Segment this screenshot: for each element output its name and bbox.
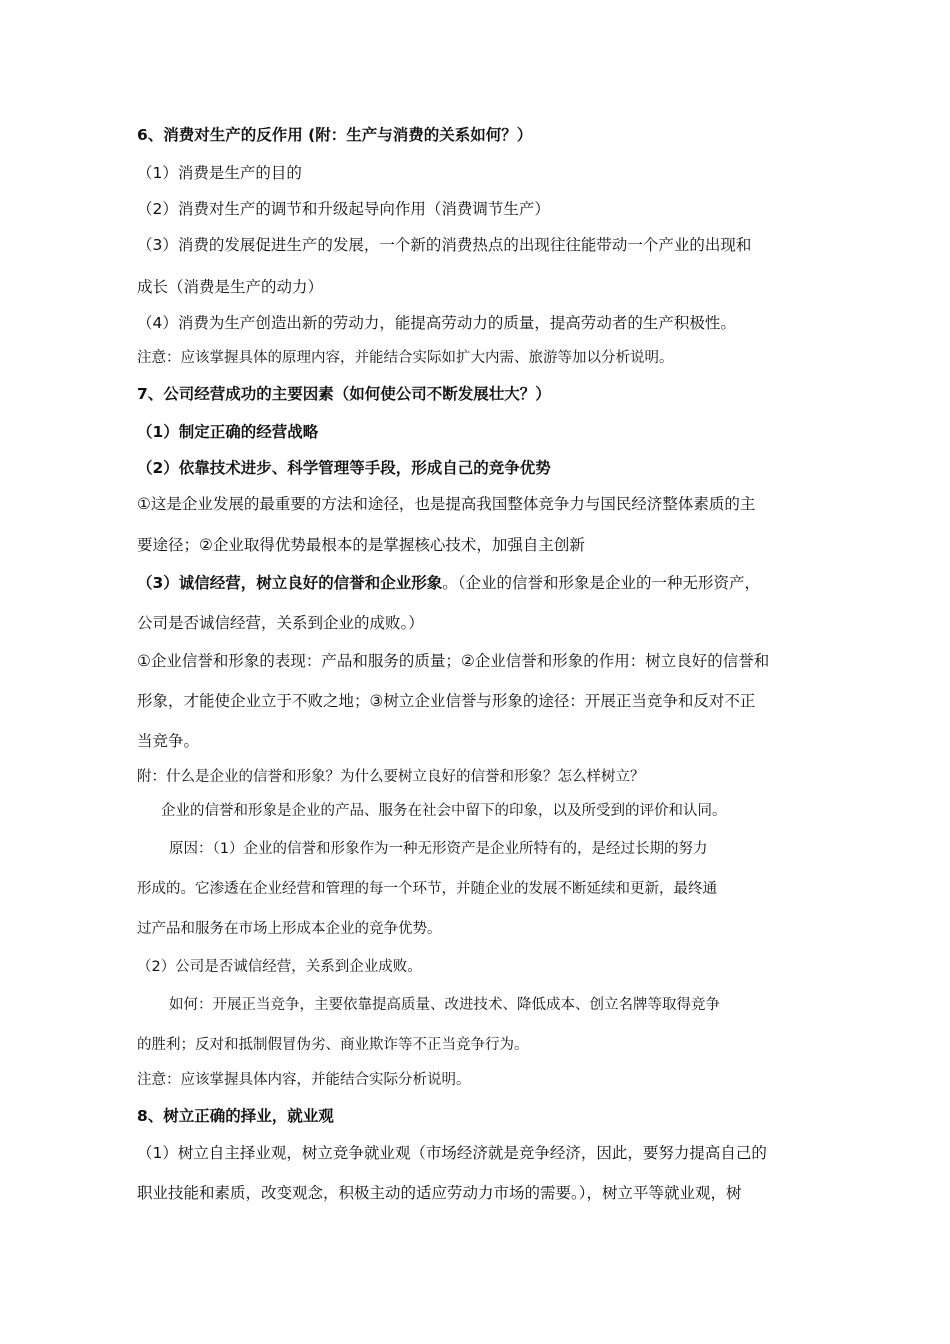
paragraph-line: 如何：开展正当竞争，主要依靠提高质量、改进技术、降低成本、创立名牌等取得竞争	[169, 997, 720, 1013]
paragraph-line: 过产品和服务在市场上形成本企业的竞争优势。	[137, 921, 442, 937]
paragraph-line: 公司是否诚信经营，关系到企业的成败。）	[137, 614, 424, 632]
paragraph-line: （1）树立自主择业观，树立竞争就业观（市场经济就是竞争经济，因此，要努力提高自己的	[137, 1144, 767, 1162]
paragraph-line: ①企业信誉和形象的表现：产品和服务的质量；②企业信誉和形象的作用：树立良好的信誉和	[137, 652, 770, 670]
subheading-rest-text: 。（企业的信誉和形象是企业的一种无形资产，	[442, 574, 761, 592]
paragraph-line: 形成的。它渗透在企业经营和管理的每一个环节，并随企业的发展不断延续和更新，最终通	[137, 881, 717, 897]
paragraph-line: 形象，才能使企业立于不败之地；③树立企业信誉与形象的途径：开展正当竞争和反对不正	[137, 692, 756, 710]
note-line: 注意：应该掌握具体内容，并能结合实际分析说明。	[137, 1072, 471, 1088]
paragraph-line: 企业的信誉和形象是企业的产品、服务在社会中留下的印象，以及所受到的评价和认同。	[161, 803, 727, 819]
paragraph-line: ①这是企业发展的最重要的方法和途径，也是提高我国整体竞争力与国民经济整体素质的主	[137, 495, 756, 513]
subheading-line: （2）依靠技术进步、科学管理等手段，形成自己的竞争优势	[137, 459, 551, 477]
subheading-line: （1）制定正确的经营战略	[137, 423, 319, 441]
paragraph-line: 当竞争。	[137, 732, 200, 750]
subheading-line	[137, 572, 760, 594]
paragraph-line: （1）消费是生产的目的	[137, 164, 302, 182]
section-7-heading: 7、公司经营成功的主要因素（如何使公司不断发展壮大？）	[137, 385, 551, 403]
appendix-question-line: 附：什么是企业的信誉和形象？为什么要树立良好的信誉和形象？怎么样树立？	[137, 769, 645, 785]
paragraph-line: 的胜利；反对和抵制假冒伪劣、商业欺诈等不正当竞争行为。	[137, 1037, 529, 1053]
paragraph-line: 职业技能和素质，改变观念，积极主动的适应劳动力市场的需要。），树立平等就业观，树	[137, 1184, 742, 1202]
section-8-heading: 8、树立正确的择业，就业观	[137, 1107, 334, 1125]
paragraph-line: 原因：（1）企业的信誉和形象作为一种无形资产是企业所特有的，是经过长期的努力	[169, 841, 708, 857]
section-6-heading: 6、消费对生产的反作用 (附：生产与消费的关系如何？）	[137, 126, 533, 144]
paragraph-line: 成长（消费是生产的动力）	[137, 278, 324, 296]
paragraph-line: 要途径；②企业取得优势最根本的是掌握核心技术，加强自主创新	[137, 536, 585, 554]
subheading-bold-text: （3）诚信经营，树立良好的信誉和企业形象	[137, 574, 443, 592]
note-line: 注意：应该掌握具体的原理内容，并能结合实际如扩大内需、旅游等加以分析说明。	[137, 350, 674, 366]
paragraph-line: （2）公司是否诚信经营，关系到企业成败。	[137, 959, 422, 975]
paragraph-line: （3）消费的发展促进生产的发展，一个新的消费热点的出现往往能带动一个产业的出现和	[137, 236, 752, 254]
paragraph-line: （2）消费对生产的调节和升级起导向作用（消费调节生产）	[137, 200, 550, 218]
paragraph-line: （4）消费为生产创造出新的劳动力，能提高劳动力的质量，提高劳动者的生产积极性。	[137, 314, 736, 332]
